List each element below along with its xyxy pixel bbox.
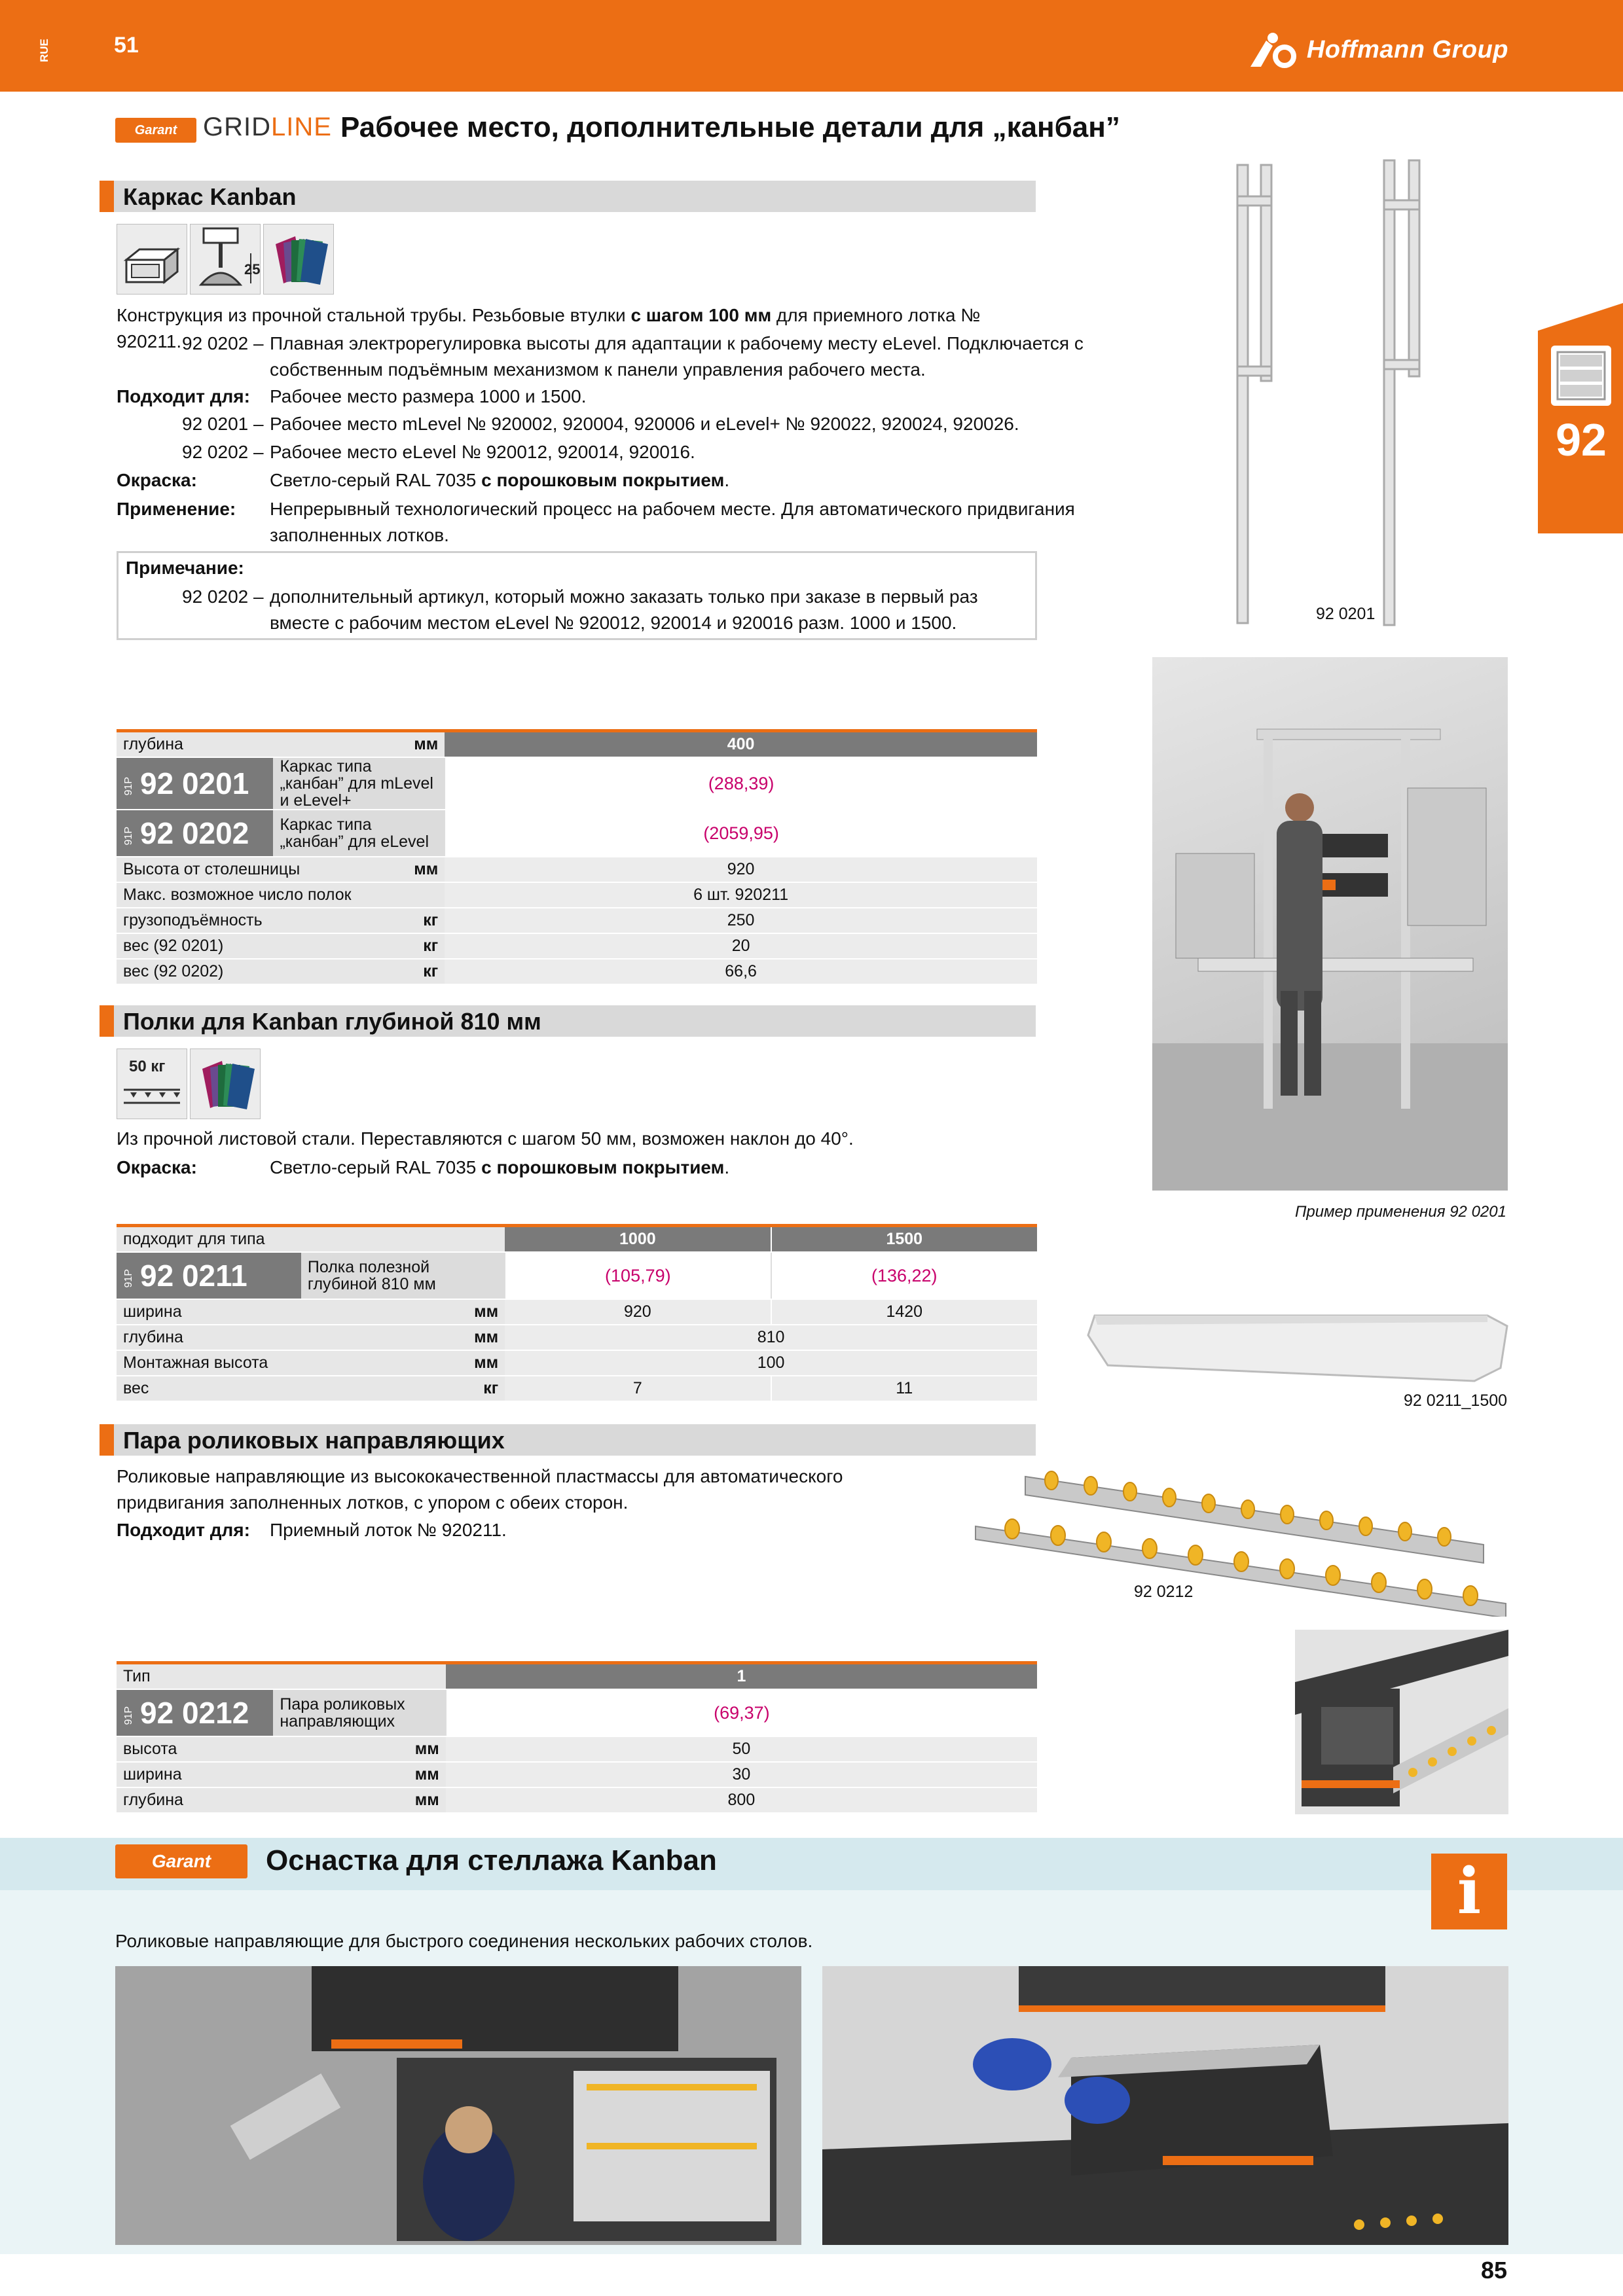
spec-value: 920 (505, 1299, 771, 1325)
shelf-paint-a: Светло-серый RAL 7035 (270, 1157, 482, 1177)
frame-image-caption: 92 0201 (1316, 605, 1376, 623)
spec-value: 7 (505, 1376, 771, 1401)
section-title: Каркас Kanban (123, 183, 297, 210)
table-row (117, 1736, 1037, 1762)
note-label: Примечание: (126, 558, 244, 578)
frame-intro-c: для приемного лотка № 920211. (117, 305, 981, 351)
info-photo-right (822, 1966, 1508, 2245)
frame-paint-a: Светло-серый RAL 7035 (270, 470, 482, 490)
chapter-number: 92 (1556, 414, 1607, 465)
table1-header-value: 400 (445, 731, 1037, 758)
example-caption: Пример применения 92 0201 (1295, 1203, 1506, 1221)
frame-intro-b: с шагом 100 мм (630, 305, 772, 325)
drawer-cabinet-icon (1551, 346, 1611, 406)
rails-description: Роликовые направляющие из высококачественной пластмассы для автоматического придвигания заполненных лотков, с упором с обеих сторон. (117, 1466, 843, 1513)
article-number (117, 810, 273, 857)
spec-unit: мм (409, 1762, 446, 1787)
brand-name: Hoffmann Group (1306, 35, 1508, 63)
frame-fits-label: Подходит для: (117, 386, 250, 406)
article-description: Каркас типа „канбан” для mLevel и eLevel+ (273, 757, 445, 810)
shelf-paint-b: с порошковым покрытием (481, 1157, 725, 1177)
article-description: Каркас типа „канбан” для eLevel (273, 810, 445, 857)
hoffmann-logo (1247, 31, 1508, 68)
frame-line2-text: Рабочее место mLevel № 920002, 920004, 920006 и eLevel+ № 920022, 920024, 920026. (270, 414, 1019, 434)
article-prefix: 91P (123, 776, 134, 796)
spec-unit: мм (409, 1736, 446, 1762)
table-row (117, 857, 1037, 882)
table-row (117, 757, 1037, 810)
gridline-logo (203, 113, 332, 142)
bins-on-rails-photo (1295, 1630, 1508, 1814)
frame-use-label: Применение: (117, 499, 236, 519)
color-swatch-icon (190, 1049, 261, 1119)
rails-image-caption: 92 0212 (1134, 1583, 1194, 1601)
page-number: 85 (1480, 2257, 1507, 2284)
frame-paint-b: с порошковым покрытием (481, 470, 725, 490)
gridline-logo-a: GRID (203, 113, 271, 141)
spec-label: Макс. возможное число полок (117, 882, 407, 908)
article-number (117, 1252, 301, 1299)
spec-unit: кг (407, 908, 445, 933)
spec-value: 1420 (771, 1299, 1037, 1325)
article-price: (2059,95) (445, 810, 1037, 857)
table-row (117, 1762, 1037, 1787)
article-prefix: 91P (123, 1706, 134, 1725)
spec-label: вес (92 0201) (117, 933, 407, 959)
shelf-paint-label: Окраска: (117, 1157, 197, 1177)
article-number (117, 757, 273, 810)
spec-value: 20 (445, 933, 1037, 959)
rails-spec-table (117, 1661, 1037, 1814)
table2-header-label: подходит для типа (117, 1226, 505, 1253)
table-row (117, 1376, 1037, 1401)
section-header-frame (100, 181, 1036, 212)
spec-label: глубина (117, 1787, 409, 1813)
note-text: дополнительный артикул, который можно заказать только при заказе в первый раз вместе с рабочим местом eLevel № 920012, 920014 и 920016 разм. 1000 и 1500. (270, 586, 978, 633)
spec-value: 66,6 (445, 959, 1037, 984)
frame-fits-text: Рабочее место размера 1000 и 1500. (270, 386, 587, 406)
spec-value: 920 (445, 857, 1037, 882)
rails-fits-text: Приемный лоток № 920211. (270, 1520, 507, 1540)
table1-header-label: глубина (117, 731, 407, 758)
leveling-foot-icon (190, 224, 261, 295)
spec-value: 50 (446, 1736, 1037, 1762)
spec-value: 250 (445, 908, 1037, 933)
rails-fits-label: Подходит для: (117, 1520, 250, 1540)
table-row (117, 731, 1037, 758)
application-example-photo (1152, 657, 1508, 1191)
info-title: Оснастка для стеллажа Kanban (266, 1844, 717, 1876)
catalog-page-number: 51 (114, 33, 139, 58)
article-code: 92 0201 (140, 766, 249, 800)
table-row (117, 1787, 1037, 1813)
shelf-image-caption: 92 0211_1500 (1404, 1391, 1508, 1410)
shelf-description: Из прочной листовой стали. Переставляются с шагом 50 мм, возможен наклон до 40°. (117, 1128, 854, 1149)
language-code: RUE (38, 39, 50, 62)
gridline-logo-b: LINE (271, 113, 332, 141)
table-row (117, 1226, 1037, 1253)
spec-unit: мм (461, 1350, 505, 1376)
frame-line1-text: Плавная электрорегулировка высоты для адаптации к рабочему месту eLevel. Подключается с собственным подъёмным механизмом к панели управления рабочего места. (270, 333, 1084, 380)
table-row (117, 908, 1037, 933)
garant-logo (115, 118, 196, 143)
section-title: Полки для Kanban глубиной 810 мм (123, 1008, 541, 1035)
spec-unit: кг (407, 933, 445, 959)
info-photo-left (115, 1966, 801, 2245)
frame-line3-code: 92 0202 – (182, 442, 264, 462)
table2-col1: 1000 (505, 1226, 771, 1253)
table-row (117, 810, 1037, 857)
kanban-frame-image (1224, 157, 1447, 635)
table-row (117, 1663, 1037, 1690)
spec-unit: мм (407, 857, 445, 882)
shelf-paint-c: . (724, 1157, 730, 1177)
table-row (117, 1299, 1037, 1325)
spec-label: Монтажная высота (117, 1350, 461, 1376)
color-swatch-icon (263, 224, 334, 295)
section-title: Пара роликовых направляющих (123, 1427, 505, 1454)
shelf-spec-table (117, 1224, 1037, 1402)
note-code: 92 0202 – (182, 586, 264, 607)
shelf-paint-text (270, 1155, 729, 1181)
article-price: (105,79) (505, 1252, 771, 1299)
frame-use-text: Непрерывный технологический процесс на рабочем месте. Для автоматического придвигания заполненных лотков. (270, 499, 1075, 545)
garant-logo-text: Garant (134, 122, 177, 137)
info-icon: i (1431, 1854, 1507, 1929)
page-title: Рабочее место, дополнительные детали для „канбан” (340, 111, 1120, 143)
spec-value: 100 (505, 1350, 1037, 1376)
spec-label: ширина (117, 1299, 461, 1325)
table3-header-label: Тип (117, 1663, 446, 1690)
frame-intro-a: Конструкция из прочной стальной трубы. Резьбовые втулки (117, 305, 631, 325)
table-row (117, 959, 1037, 984)
spec-unit: кг (407, 959, 445, 984)
section-header-shelves (100, 1005, 1036, 1037)
spec-label: грузоподъёмность (117, 908, 407, 933)
spec-value: 800 (446, 1787, 1037, 1813)
article-number (117, 1689, 273, 1736)
frame-paint-label: Окраска: (117, 470, 197, 490)
load-capacity-icon (117, 1049, 187, 1119)
spec-unit: мм (461, 1299, 505, 1325)
spec-label: высота (117, 1736, 409, 1762)
spec-label: глубина (117, 1325, 461, 1350)
table1-header-unit: мм (407, 731, 445, 758)
table-row (117, 1252, 1037, 1299)
article-price: (69,37) (446, 1689, 1037, 1736)
spec-label: Высота от столешницы (117, 857, 407, 882)
frame-paint-text (270, 467, 729, 493)
leveling-dim-label: 25 (244, 261, 260, 278)
garant-logo-text: Garant (151, 1851, 211, 1871)
section-header-rails (100, 1424, 1036, 1456)
table-row (117, 1350, 1037, 1376)
table3-header-value: 1 (446, 1663, 1037, 1690)
table-row (117, 1689, 1037, 1736)
frame-paint-c: . (724, 470, 730, 490)
frame-line2-code: 92 0201 – (182, 414, 264, 434)
article-price: (288,39) (445, 757, 1037, 810)
load-capacity-label: 50 кг (129, 1058, 166, 1075)
spec-unit: мм (409, 1787, 446, 1813)
hoffmann-logo-icon (1247, 31, 1299, 68)
garant-logo (115, 1844, 247, 1878)
article-code: 92 0211 (140, 1259, 247, 1293)
article-description: Полка полезной глубиной 810 мм (301, 1252, 505, 1299)
table-row (117, 1325, 1037, 1350)
table-row (117, 882, 1037, 908)
spec-unit: мм (461, 1325, 505, 1350)
spec-label: ширина (117, 1762, 409, 1787)
frame-line1-code: 92 0202 – (182, 333, 264, 353)
article-code: 92 0212 (140, 1696, 249, 1730)
spec-value: 30 (446, 1762, 1037, 1787)
frame-spec-table (117, 729, 1037, 985)
table-row (117, 933, 1037, 959)
spec-value: 810 (505, 1325, 1037, 1350)
article-prefix: 91P (123, 826, 134, 846)
article-code: 92 0202 (140, 816, 249, 850)
spec-label: вес (92 0202) (117, 959, 407, 984)
steel-tube-icon (117, 224, 187, 295)
article-prefix: 91P (123, 1268, 134, 1288)
spec-unit: кг (461, 1376, 505, 1401)
article-description: Пара роликовых направляющих (273, 1689, 445, 1736)
spec-value: 11 (771, 1376, 1037, 1401)
info-text: Роликовые направляющие для быстрого соединения нескольких рабочих столов. (115, 1931, 813, 1951)
spec-unit (407, 882, 445, 908)
table2-col2: 1500 (771, 1226, 1037, 1253)
frame-line3-text: Рабочее место eLevel № 920012, 920014, 920016. (270, 442, 695, 462)
roller-rails-image (973, 1466, 1510, 1617)
shelf-image (1082, 1296, 1514, 1394)
spec-value: 6 шт. 920211 (445, 882, 1037, 908)
spec-label: вес (117, 1376, 461, 1401)
article-price: (136,22) (771, 1252, 1037, 1299)
